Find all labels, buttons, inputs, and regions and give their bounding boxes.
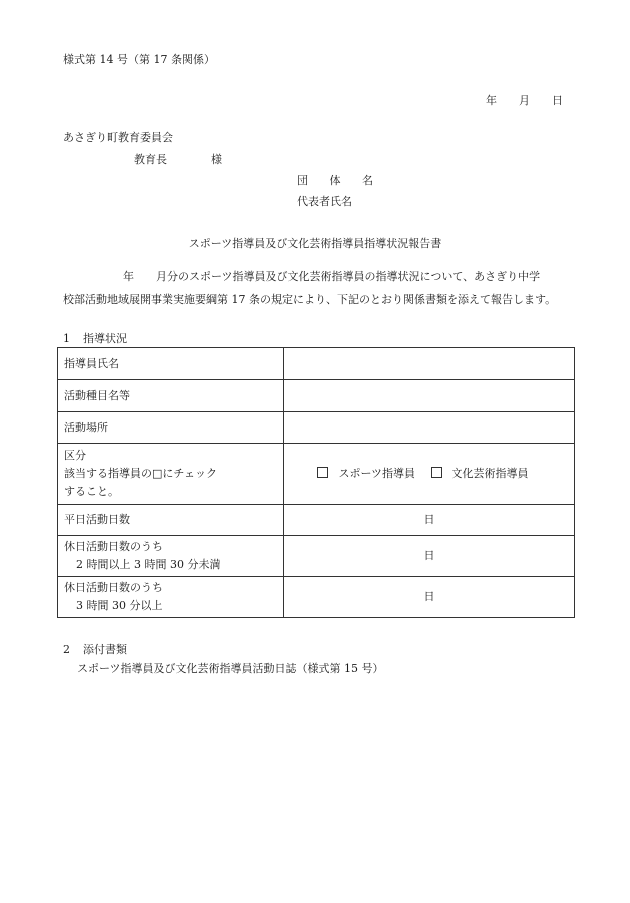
table-row xyxy=(58,380,575,412)
body-year: 年 xyxy=(123,270,134,283)
body-line-1 xyxy=(63,268,540,284)
date-line xyxy=(486,92,563,108)
activity-type-field[interactable] xyxy=(284,380,575,412)
category-options xyxy=(284,444,575,505)
row-label-holiday-short xyxy=(58,536,284,577)
instructor-name-field[interactable] xyxy=(284,348,575,380)
culture-instructor-checkbox[interactable] xyxy=(431,467,442,478)
section2-heading xyxy=(63,641,127,657)
group-name-label: 団 体 名 xyxy=(297,174,382,187)
category-label-line: すること。 xyxy=(64,485,119,498)
table-row xyxy=(58,536,575,577)
table-row xyxy=(58,412,575,444)
section1-heading xyxy=(63,330,127,346)
row-label-category xyxy=(58,444,284,505)
row-label-weekday-days: 平日活動日数 xyxy=(58,505,284,536)
body-line-1-text: 月分のスポーツ指導員及び文化芸術指導員の指導状況について、あさぎり中学 xyxy=(156,270,541,283)
date-month: 月 xyxy=(519,94,530,107)
holiday-short-label-line: 休日活動日数のうち xyxy=(64,540,163,553)
activity-place-field[interactable] xyxy=(284,412,575,444)
addressee-title xyxy=(134,151,222,167)
addressee-organization: あさぎり町教育委員会 xyxy=(63,131,173,144)
sports-instructor-label: スポーツ指導員 xyxy=(338,467,416,480)
holiday-short-days-field[interactable]: 日 xyxy=(284,536,575,577)
category-label-line: 区分 xyxy=(64,449,86,462)
addressee-position: 教育長 xyxy=(134,153,167,166)
row-label-activity-type: 活動種目名等 xyxy=(58,380,284,412)
category-label-line: 該当する指導員の□にチェック xyxy=(64,467,218,480)
weekday-days-field[interactable]: 日 xyxy=(284,505,575,536)
guidance-status-table xyxy=(57,347,575,618)
date-day: 日 xyxy=(552,94,563,107)
representative-label: 代表者氏名 xyxy=(297,195,352,208)
table-row xyxy=(58,348,575,380)
section1-title: 指導状況 xyxy=(83,332,127,345)
row-label-instructor-name: 指導員氏名 xyxy=(58,348,284,380)
section2-number: 2 xyxy=(63,643,70,656)
section2-title: 添付書類 xyxy=(83,643,127,656)
row-label-holiday-long xyxy=(58,577,284,618)
document-title: スポーツ指導員及び文化芸術指導員指導状況報告書 xyxy=(188,237,442,250)
holiday-long-days-field[interactable]: 日 xyxy=(284,577,575,618)
date-year: 年 xyxy=(486,94,497,107)
row-label-activity-place: 活動場所 xyxy=(58,412,284,444)
table-row xyxy=(58,444,575,505)
form-number: 様式第 14 号（第 17 条関係） xyxy=(63,53,215,66)
body-line-2: 校部活動地域展開事業実施要綱第 17 条の規定により、下記のとおり関係書類を添えて報告します。 xyxy=(63,293,557,306)
table-row xyxy=(58,577,575,618)
table-row xyxy=(58,505,575,536)
addressee-honorific: 様 xyxy=(211,153,222,166)
sports-instructor-checkbox[interactable] xyxy=(317,467,328,478)
culture-instructor-label: 文化芸術指導員 xyxy=(451,467,529,480)
culture-instructor-option[interactable] xyxy=(431,465,529,483)
holiday-short-label-line: 2 時間以上 3 時間 30 分未満 xyxy=(76,558,221,571)
section1-number: 1 xyxy=(63,332,70,345)
sports-instructor-option[interactable] xyxy=(317,465,415,483)
holiday-long-label-line: 休日活動日数のうち xyxy=(64,581,163,594)
holiday-long-label-line: 3 時間 30 分以上 xyxy=(76,599,163,612)
attachment-item: スポーツ指導員及び文化芸術指導員活動日誌（様式第 15 号） xyxy=(77,662,384,675)
